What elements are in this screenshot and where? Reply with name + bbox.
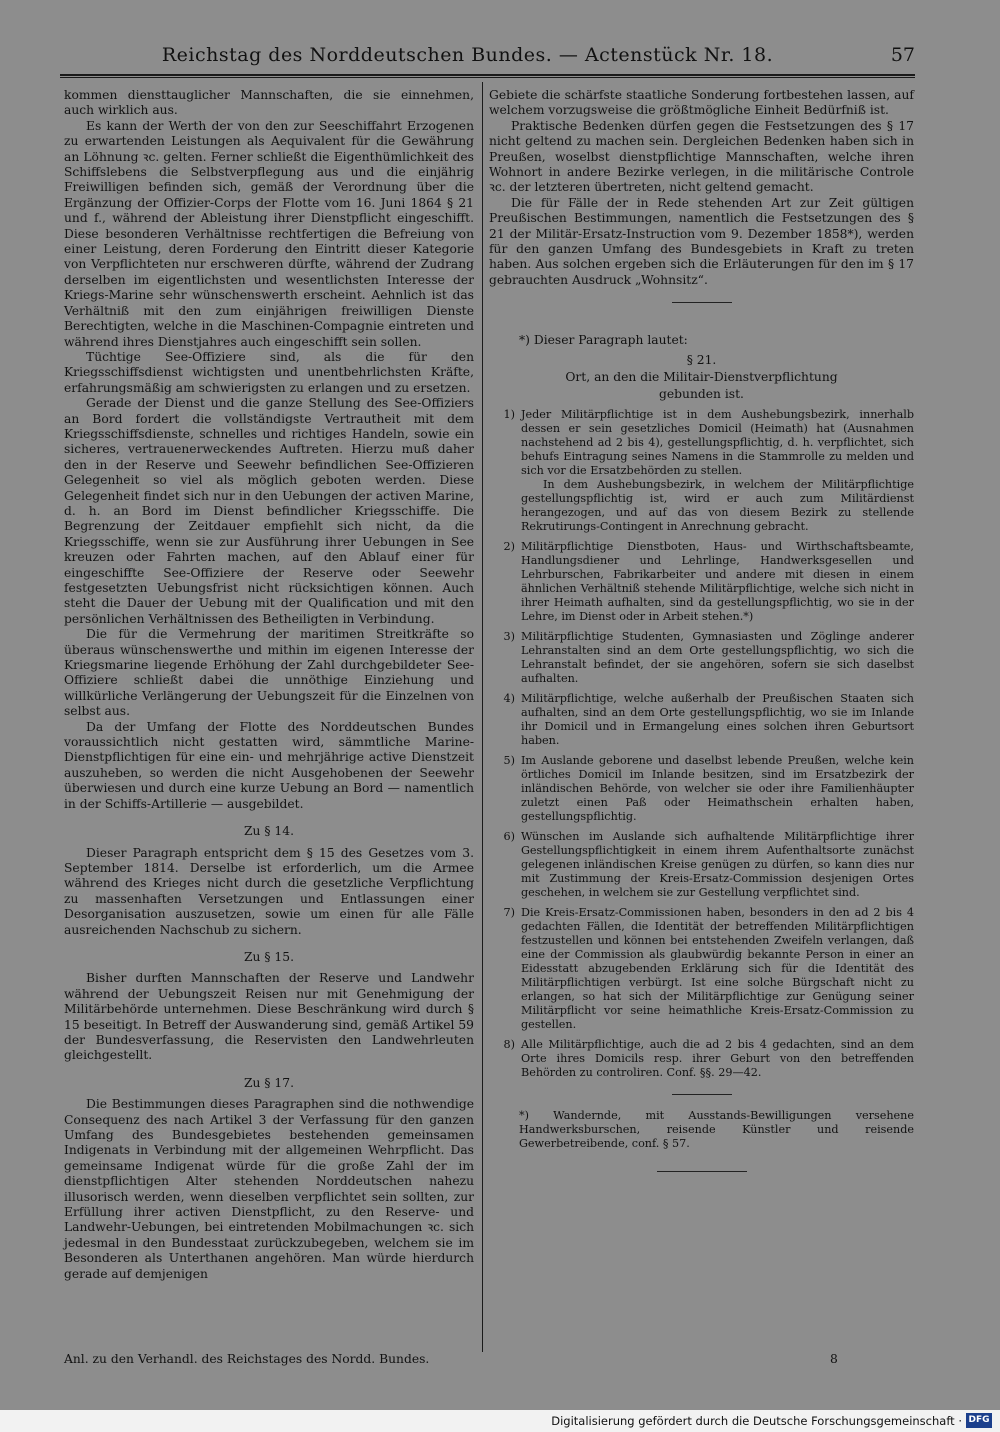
list-item-number: 3) — [503, 629, 515, 643]
header-rule-thin — [60, 77, 915, 78]
list-item-text: Militärpflichtige Dienstboten, Haus- und Wirthschaftsbeamte, Handlungsdiener und Lehrlinge, Handwerksgesellen und Lehrburschen, Fabrikarbeiter und andere mit diesen in einem ähnlichen Verhältniß stehende Militärpflichtige, welche sich nicht in ihrer Heimath aufhalten, sind da gestellungspflichtig, wo sie in der Lehre, im Dienst oder in Arbeit stehen.*) — [521, 539, 914, 623]
list-item-text: Im Auslande geborene und daselbst lebende Preußen, welche kein örtliches Domicil im Inlande besitzen, sind im Ersatzbezirk der inländischen Behörde, von welcher sie oder ihre Familienhäupter zuletzt einen Paß oder Heimathschein erhalten haben, gestellungspflichtig. — [521, 753, 914, 823]
list-item-number: 5) — [503, 753, 515, 767]
list-item — [489, 830, 914, 900]
right-column — [489, 88, 914, 1172]
list-item-text: Wünschen im Auslande sich aufhaltende Militärpflichtige ihrer Gestellungspflichtigkeit in einem ihrem Aufenthaltsorte zunächst gelegenen inländischen Kreise genügen zu dürfen, so kann dies nur mit Zustimmung der Kreis-Ersatz-Commission desjenigen Ortes geschehen, in welchem sie zur Gestellung verpflichtet sind. — [521, 829, 914, 899]
list-item — [489, 754, 914, 824]
nested-footnote: *) Wandernde, mit Ausstands-Bewilligungen versehene Handwerksburschen, reisende Künstler und reisende Gewerbetreibende, conf. § 57. — [519, 1108, 914, 1150]
section-heading-14: Zu § 14. — [244, 824, 294, 839]
list-item — [489, 1038, 914, 1080]
column-separator — [482, 82, 483, 1352]
list-item-number: 1) — [503, 407, 515, 421]
footnote-intro: *) Dieser Paragraph lautet: — [519, 333, 688, 348]
list-item-text: Alle Militärpflichtige, auch die ad 2 bis 4 gedachten, sind an dem Orte ihres Domicils resp. ihrer Geburt von den betreffenden Behörden zu controliren. Conf. §§. 29—42. — [521, 1037, 914, 1079]
footnote-divider — [672, 302, 732, 303]
paragraph: Es kann der Werth der von den zur Seeschiffahrt Erzogenen zu erwartenden Leistungen als Aequivalent für die Gewährung an Löhnung ꝛc. gelten. Ferner schließt die Eigenthümlichkeit des Schiffslebens die Selbstverpflegung aus und die einjährig Freiwilligen befinden sich, gemäß der Verordnung über die Ergänzung der Offizier-Corps der Flotte vom 16. Juni 1864 § 21 und f., während der Ableistung ihrer Dienstpflicht eingeschifft. Diese besonderen Verhältnisse rechtfertigen die Befreiung von einer Leistung, deren Forderung den Eintritt dieser Kategorie von Verpflichteten nur erschweren dürfte, während der Zudrang derselben im eigentlichsten und wesentlichsten Interesse der Kriegs-Marine sehr wünschenswerth erscheint. Aehnlich ist das Verhältniß mit den zum einjährigen freiwilligen Dienste Berechtigten, welche in die Maschinen-Compagnie eintreten und während ihres Dienstjahres auch eingeschifft sein sollen. — [64, 118, 474, 349]
paragraph: Tüchtige See-Offiziere sind, als die für den Kriegsschiffsdienst wichtigsten und unentbehrlichsten Kräfte, erfahrungsmäßig am schwierigsten zu erlangen und zu ersetzen. — [64, 349, 474, 395]
paragraph: Da der Umfang der Flotte des Norddeutschen Bundes voraussichtlich nicht gestatten wird, sämmtliche Marine-Dienstpflichtigen für eine ein- und mehrjährige active Dienstzeit auszuheben, so werden die nicht Ausgehobenen der Seewehr überwiesen und durch eine kurze Uebung an Bord — namentlich in der Schiffs-Artillerie — ausgebildet. — [64, 719, 474, 811]
list-item-text: Jeder Militärpflichtige ist in dem Aushebungsbezirk, innerhalb dessen er sein gesetzliches Domicil (Heimath) hat (Ausnahmen nachstehend ad 2 bis 4), gestellungspflichtig, d. h. verpflichtet, sich behufs Eintragung seines Namens in die Stammrolle zu melden und sich vor die Ersatzbehörden zu stellen. — [521, 407, 914, 477]
list-item-text: Militärpflichtige Studenten, Gymnasiasten und Zöglinge anderer Lehranstalten sind an dem Orte gestellungspflichtig, wo sich die Lehranstalt befindet, der sie angehören, sofern sie sich daselbst aufhalten. — [521, 629, 914, 685]
page-number: 57 — [890, 44, 915, 66]
dfg-logo-icon: DFG — [966, 1413, 992, 1428]
nested-footnote-divider — [672, 1094, 732, 1095]
paragraph: Praktische Bedenken dürfen gegen die Festsetzungen des § 17 nicht geltend zu machen sein. Dergleichen Bedenken haben sich in Preußen, woselbst dienstpflichtige Mannschaften, welche ihren Wohnort in andere Bezirke verlegen, in die militärische Controle ꝛc. der letzteren übertreten, nicht geltend gemacht. — [489, 118, 914, 195]
digitization-banner — [0, 1410, 1000, 1432]
list-item-number: 4) — [503, 691, 515, 705]
footer-annotation: Anl. zu den Verhandl. des Reichstages des Nordd. Bundes. — [64, 1352, 430, 1366]
paragraph: Die für die Vermehrung der maritimen Streitkräfte so überaus wünschenswerthe und mithin im eigenen Interesse der Kriegsmarine liegende Erhöhung der Zahl durchgebildeter See-Offiziere schließt dabei die unnöthige Einziehung und willkürliche Verlängerung der Uebungszeit für die Einzelnen von selbst aus. — [64, 627, 474, 719]
list-item-number: 7) — [503, 905, 515, 919]
paragraph: Gebiete die schärfste staatliche Sonderung fortbestehen lassen, auf welchem vorzugsweise die größtmögliche Einheit Bedürfniß ist. — [489, 88, 914, 118]
list-item — [489, 408, 914, 534]
list-item — [489, 630, 914, 686]
list-item — [489, 540, 914, 624]
paragraph: kommen diensttauglicher Mannschaften, die sie einnehmen, auch wirklich aus. — [64, 88, 474, 118]
list-item-text: Die Kreis-Ersatz-Commissionen haben, besonders in den ad 2 bis 4 gedachten Fällen, die Identität der betreffenden Militärpflichtigen festzustellen und können bei entstehenden Zweifeln verlangen, daß eine der Commission als glaubwürdig bekannte Person in einer an Eidesstatt abzugebenden Erklärung sich für die Identität des Militärpflichtigen verbürgt. Ist eine solche Bürgschaft nicht zu erlangen, so hat sich der Militärpflichtige zur Genügung seiner Militärpflicht vor seine heimathliche Kreis-Ersatz-Commission zu gestellen. — [521, 905, 914, 1031]
list-item-text-continued: In dem Aushebungsbezirk, in welchem der Militärpflichtige gestellungspflichtig ist, wird er auch zum Militärdienst herangezogen, und auf das von diesem Bezirk zu stellende Rekrutirungs-Contingent in Anrechnung gebracht. — [521, 477, 914, 533]
section-heading-17: Zu § 17. — [244, 1075, 294, 1090]
paragraph: Gerade der Dienst und die ganze Stellung des See-Offiziers an Bord fordert die vollständigste Vertrautheit mit dem Kriegsschiffsdienste, schnelles und richtiges Handeln, sowie ein sicheres, vertrauenerweckendes Auftreten. Hierzu muß daher den in der Reserve und Seewehr befindlichen See-Offizieren Gelegenheit so viel als möglich geboten werden. Diese Gelegenheit findet sich nur in den Uebungen der activen Marine, d. h. an Bord im Dienst befindlicher Kriegsschiffe. Die Begrenzung der Zeitdauer empfiehlt sich nicht, da die Kriegsschiffe, wenn sie zur Ausführung ihrer Uebungen in See kreuzen oder Fahrten machen, auf den Ablauf einer für eingeschiffte See-Offiziere der Reserve oder Seewehr festgesetzten Uebungsfrist nicht rücksichtigen können. Auch steht die Dauer der Uebung mit der Qualification und mit den persönlichen Verhältnissen des Betheiligten in Verbindung. — [64, 396, 474, 626]
paragraph: Die für Fälle der in Rede stehenden Art zur Zeit gültigen Preußischen Bestimmungen, namentlich die Festsetzungen des § 21 der Militär-Ersatz-Instruction vom 9. Dezember 1858*), werden für den ganzen Umfang des Bundesgebiets in Kraft zu treten haben. Aus solchen ergeben sich die Erläuterungen für den im § 17 gebrauchten Ausdruck „Wohnsitz“. — [489, 195, 914, 287]
paragraph: Dieser Paragraph entspricht dem § 15 des Gesetzes vom 3. September 1814. Derselbe ist erforderlich, um die Armee während des Krieges nicht durch die gesetzliche Verpflichtung zu massenhaften Versetzungen und Entlassungen einer Desorganisation auszusetzen, sowie um einen für alle Fälle ausreichenden Nachschub zu sichern. — [64, 845, 474, 937]
list-item-number: 8) — [503, 1037, 515, 1051]
left-column — [64, 88, 474, 1282]
list-item-number: 6) — [503, 829, 515, 843]
running-title: Reichstag des Norddeutschen Bundes. — Actenstück Nr. 18. — [161, 44, 774, 66]
footnote-title: Ort, an den die Militair-Dienstverpflichtung — [565, 370, 838, 385]
paragraph: Die Bestimmungen dieses Paragraphen sind die nothwendige Consequenz des nach Artikel 3 der Verfassung für den ganzen Umfang des Bundesgebietes bestehenden gemeinsamen Indigenats in Verbindung mit der allgemeinen Wehrpflicht. Das gemeinsame Indigenat würde für die große Zahl der im dienstpflichtigen Alter stehenden Norddeutschen nahezu illusorisch werden, wenn dieselben verpflichtet sein sollten, zur Erfüllung ihrer activen Dienstpflicht, zu den Reserve- und Landwehr-Uebungen, bei eintretenden Mobilmachungen ꝛc. sich jedesmal in den Bundesstaat zurückzubegeben, welchem sie im Besonderen als Unterthanen angehören. Man würde hierdurch gerade auf demjenigen — [64, 1097, 474, 1281]
end-rule — [657, 1171, 747, 1172]
header-rule — [60, 74, 915, 76]
signature-mark: 8 — [830, 1352, 838, 1366]
section-heading-15: Zu § 15. — [244, 949, 294, 964]
page-header — [60, 44, 915, 72]
list-item — [489, 906, 914, 1032]
list-item — [489, 692, 914, 748]
list-item-text: Militärpflichtige, welche außerhalb der Preußischen Staaten sich aufhalten, sind an dem Orte gestellungspflichtig, wo sie im Inlande ihr Domicil und in Ermangelung eines solchen ihren Geburtsort haben. — [521, 691, 914, 747]
footnote-subtitle: gebunden ist. — [659, 386, 744, 401]
paragraph: Bisher durften Mannschaften der Reserve und Landwehr während der Uebungszeit Reisen nur mit Genehmigung der Militärbehörde unternehmen. Diese Beschränkung wird durch § 15 beseitigt. In Betreff der Auswanderung sind, gemäß Artikel 59 der Bundesverfassung, die Reservisten den Landwehrleuten gleichgestellt. — [64, 971, 474, 1063]
footnote-paragraph-number: § 21. — [686, 352, 717, 367]
banner-text: Digitalisierung gefördert durch die Deutsche Forschungsgemeinschaft · — [551, 1414, 962, 1428]
list-item-number: 2) — [503, 539, 515, 553]
